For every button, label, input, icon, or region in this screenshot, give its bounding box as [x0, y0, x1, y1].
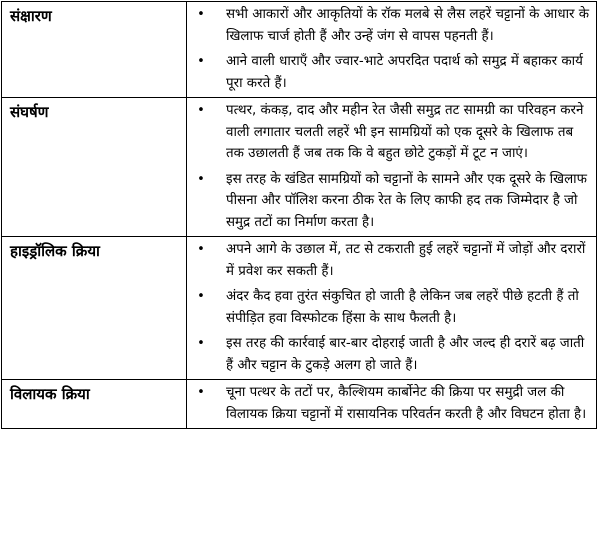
term-cell	[2, 2, 187, 98]
bullet-list	[187, 100, 590, 233]
list-item-text: इस तरह के खंडित सामग्रियों को चट्टानों के सामने और एक दूसरे के खिलाफ पीसना और पॉलिश करना ठीक रेत के लिए काफी हद तक जिम्मेदार है जो समुद्र तटों का निर्माण करता है।	[226, 171, 587, 230]
table-row	[2, 380, 597, 429]
bullet-icon: •	[197, 103, 205, 118]
list-item	[187, 239, 590, 282]
bullet-list	[187, 239, 590, 376]
bullet-icon: •	[197, 54, 205, 69]
term-label: संघर्षण	[10, 103, 49, 121]
coastal-erosion-table	[1, 1, 597, 429]
list-item-text: अंदर कैद हवा तुरंत संकुचित हो जाती है लेकिन जब लहरें पीछे हटती हैं तो संपीड़ित हवा विस्फोटक हिंसा के साथ फैलती है।	[226, 289, 579, 326]
list-item-text: चूना पत्थर के तटों पर, कैल्शियम कार्बोनेट की क्रिया पर समुद्री जल की विलायक क्रिया चट्टानों में रासायनिक परिवर्तन करती है और विघटन होता है।	[226, 385, 587, 422]
bullet-icon: •	[197, 336, 205, 351]
table-row	[2, 2, 597, 98]
list-item	[187, 333, 590, 376]
list-item-text: सभी आकारों और आकृतियों के रॉक मलबे से लैस लहरें चट्टानों के आधार के खिलाफ चार्ज होती हैं और उन्हें जंग से वापस पहनती हैं।	[226, 7, 590, 44]
term-label: हाइड्रॉलिक क्रिया	[10, 242, 100, 260]
description-cell	[187, 380, 597, 429]
list-item-text: इस तरह की कार्रवाई बार-बार दोहराई जाती है और जल्द ही दरारें बढ़ जाती हैं और चट्टान के टुकड़े अलग हो जाते हैं।	[226, 336, 585, 373]
term-label: संक्षारण	[10, 7, 52, 25]
description-cell	[187, 2, 597, 98]
term-cell	[2, 237, 187, 380]
list-item	[187, 382, 590, 425]
bullet-icon: •	[197, 7, 205, 22]
list-item	[187, 51, 590, 94]
list-item	[187, 169, 590, 234]
list-item	[187, 100, 590, 165]
list-item	[187, 4, 590, 47]
list-item	[187, 286, 590, 329]
bullet-icon: •	[197, 289, 205, 304]
list-item-text: अपने आगे के उछाल में, तट से टकराती हुई लहरें चट्टानों में जोड़ों और दरारों में प्रवेश कर सकती हैं।	[226, 242, 586, 279]
bullet-list	[187, 382, 590, 425]
term-cell	[2, 98, 187, 237]
bullet-icon: •	[197, 385, 205, 400]
table-row	[2, 237, 597, 380]
term-cell	[2, 380, 187, 429]
list-item-text: आने वाली धाराएँ और ज्वार-भाटे अपरदित पदार्थ को समुद्र में बहाकर कार्य पूरा करते हैं।	[226, 54, 583, 91]
table-row	[2, 98, 597, 237]
description-cell	[187, 237, 597, 380]
bullet-icon: •	[197, 171, 205, 187]
description-cell	[187, 98, 597, 237]
bullet-list	[187, 4, 590, 94]
bullet-icon: •	[197, 242, 205, 257]
list-item-text: पत्थर, कंकड़, दाद और महीन रेत जैसी समुद्र तट सामग्री का परिवहन करने वाली लगातार चलती लहरें भी इन सामग्रियों को एक दूसरे के खिलाफ तब तक उछालती हैं जब तक कि वे बहुत छोटे टुकड़ों में टूट न जाएं।	[226, 103, 584, 161]
term-label: विलायक क्रिया	[10, 385, 90, 403]
